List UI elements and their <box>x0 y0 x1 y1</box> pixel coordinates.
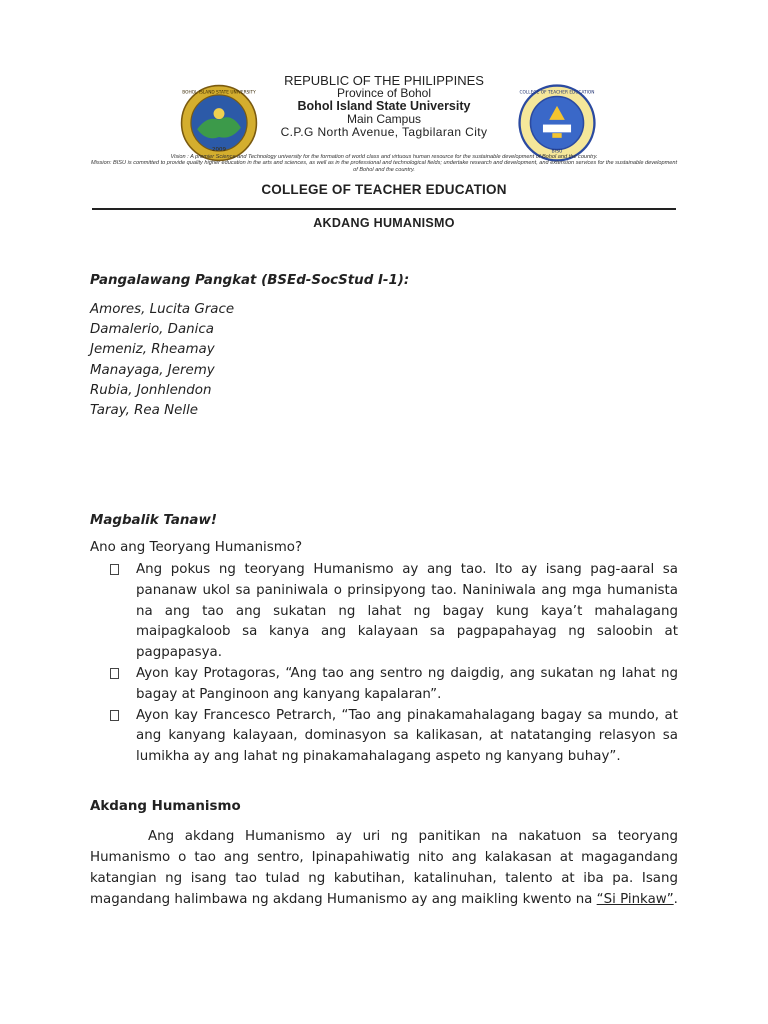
vision-mission <box>90 154 678 173</box>
bullet-text: Ayon kay Protagoras, “Ang tao ang sentro ng daigdig, ang sukatan ng lahat ng bagay at Panginoon ang kanyang kapalaran”. <box>136 665 678 702</box>
college-name: COLLEGE OF TEACHER EDUCATION <box>261 182 507 197</box>
recall-heading: Magbalik Tanaw! <box>90 513 217 528</box>
recall-bullets <box>110 560 678 768</box>
member-item: Damalerio, Danica <box>90 322 214 338</box>
vision-text: Vision : A premier Science and Technology university for the formation of world class and virtuous human resource for the sustainable development of Bohol and the country. <box>170 154 598 160</box>
bullet-box-icon <box>110 668 119 679</box>
bullet-item <box>110 560 678 664</box>
university-name: Bohol Island State University <box>297 99 471 113</box>
section-heading: Akdang Humanismo <box>90 799 241 814</box>
seal-ring-text: COLLEGE OF TEACHER EDUCATION <box>519 90 595 96</box>
header-divider <box>92 208 676 210</box>
member-item: Manayaga, Jeremy <box>90 362 215 378</box>
bullet-item <box>110 706 678 768</box>
republic-line: REPUBLIC OF THE PHILIPPINES <box>284 73 484 88</box>
letterhead <box>0 74 768 139</box>
member-item: Jemeniz, Rheamay <box>90 342 215 358</box>
seal-small-text: BISU <box>551 149 563 155</box>
si-pinkaw-link[interactable]: “Si Pinkaw” <box>596 892 674 907</box>
address-line: C.P.G North Avenue, Tagbilaran City <box>280 125 488 139</box>
member-list <box>90 300 234 421</box>
document-title: AKDANG HUMANISMO <box>313 216 455 230</box>
seal-year: 2009 <box>212 147 226 154</box>
member-item: Rubia, Jonhlendon <box>90 382 212 398</box>
group-heading: Pangalawang Pangkat (BSEd-SocStud I-1): <box>90 273 410 288</box>
section-paragraph <box>90 826 678 910</box>
seal-ring-text: BOHOL ISLAND STATE UNIVERSITY <box>182 90 256 96</box>
member-item: Taray, Rea Nelle <box>90 403 199 419</box>
paragraph-text: Ang akdang Humanismo ay uri ng panitikan na nakatuon sa teoryang Humanismo o tao ang sentro, Ipinapahiwatig nito ang kalakasan at magagandang katangian ng isang tao tulad ng kabutihan, katalinuhan, talento at iba pa. Isang magandang halimbawa ng akdang Humanismo ay ang maikling kwento na <box>90 829 678 907</box>
paragraph-end: . <box>673 892 678 907</box>
bullet-item <box>110 664 678 706</box>
recall-question: Ano ang Teoryang Humanismo? <box>90 540 303 555</box>
bullet-box-icon <box>110 564 119 575</box>
province-line: Province of Bohol <box>336 86 432 100</box>
member-item: Amores, Lucita Grace <box>90 302 235 317</box>
bullet-text: Ayon kay Francesco Petrarch, “Tao ang pinakamahalagang bagay sa mundo, at ang kanyang kalayaan, dominasyon sa kalikasan, at natatanging relasyon sa lumikha ay ang lahat ng pinakamahalagang aspeto ng kanyang buhay”. <box>136 707 678 765</box>
bullet-text: Ang pokus ng teoryang Humanismo ay ang tao. Ito ay isang pag-aaral sa pananaw ukol sa paniniwala o prinsipyong tao. Naniniwala ang mga humanista na ang tao ang sukatan ng lahat ng bagay kung kaya’t mahalagang maipagkaloob sa kanya ang kalayaan sa pagpapahayag ng saloobin at pagpapasya. <box>136 562 678 661</box>
campus-line: Main Campus <box>346 112 422 126</box>
mission-text: Mission: BISU is committed to provide quality higher education in the arts and sciences, as well as in the professional and technological fields; undertake research and development, and extension services for the sustainable development of Bohol and the country. <box>90 160 678 173</box>
bullet-box-icon <box>110 710 119 721</box>
